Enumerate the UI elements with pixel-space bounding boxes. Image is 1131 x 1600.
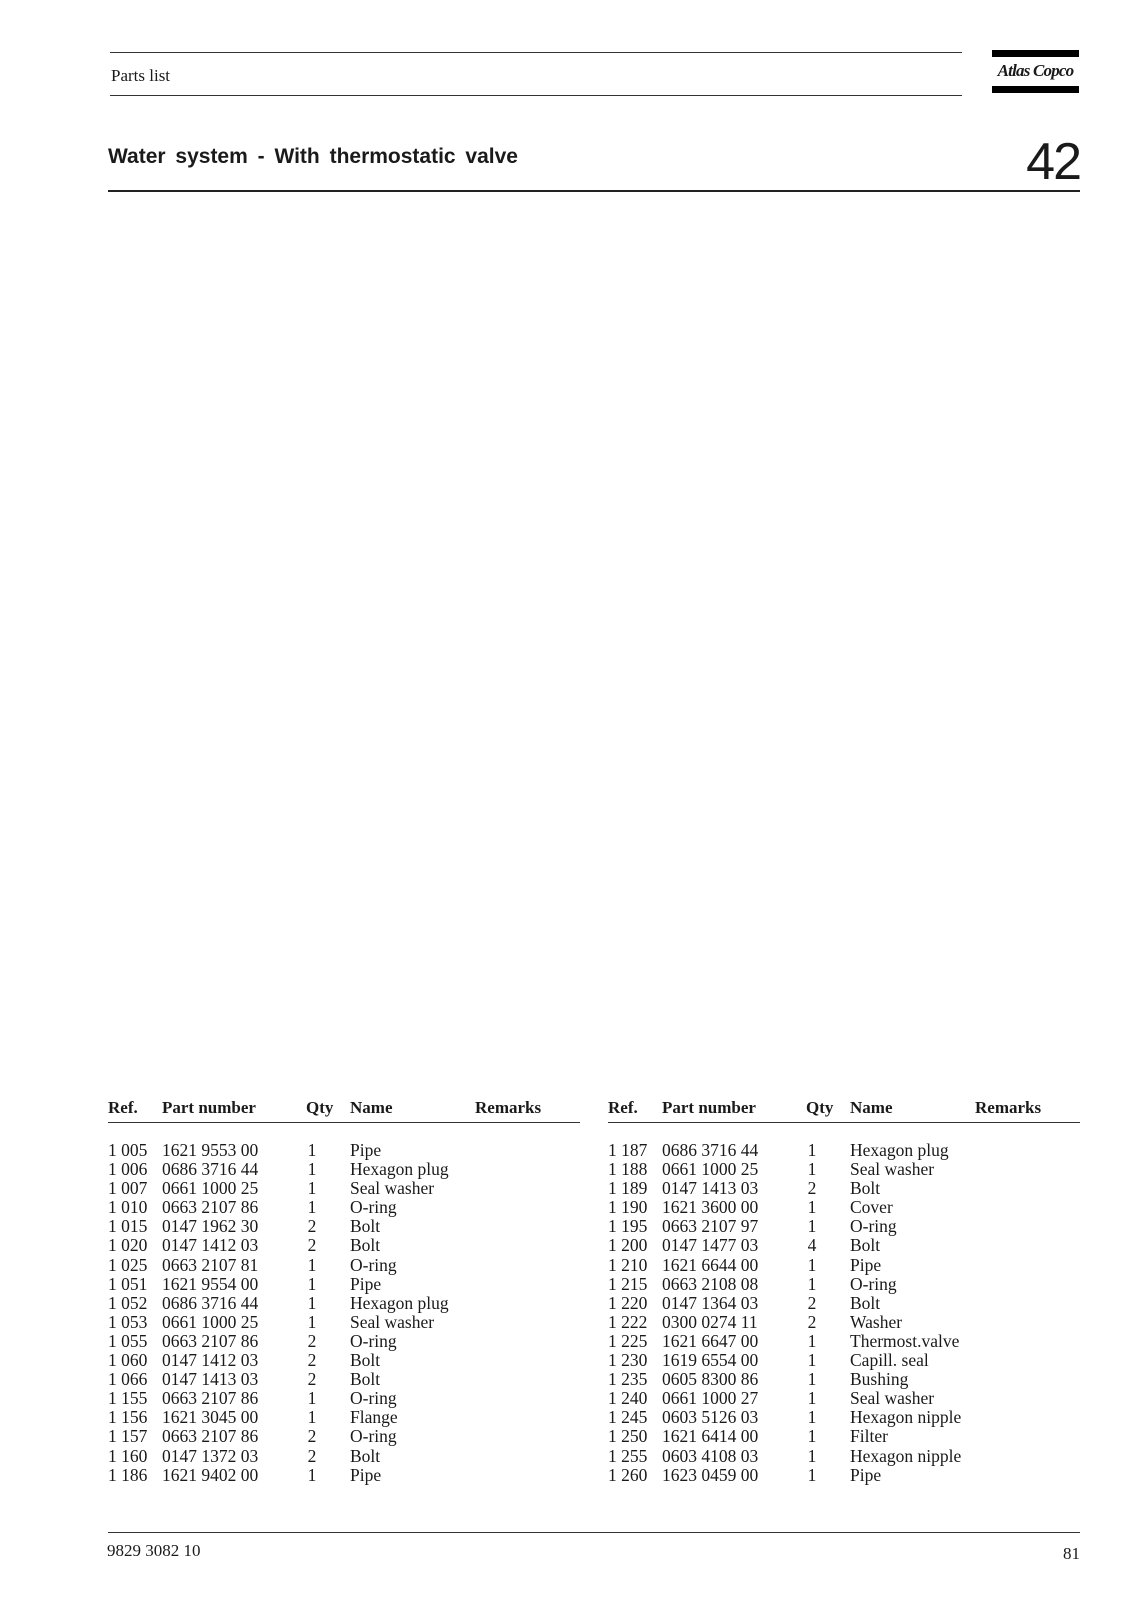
cell-part-number: 1621 3600 00 <box>662 1197 759 1218</box>
cell-part-number: 1621 9402 00 <box>162 1464 259 1485</box>
cell-qty: 1 <box>807 1407 817 1428</box>
cell-ref: 1 222 <box>608 1311 648 1332</box>
cell-qty: 2 <box>307 1235 317 1256</box>
cell-part-number: 0663 2107 86 <box>162 1330 259 1351</box>
cell-qty: 1 <box>307 1407 317 1428</box>
table-row <box>108 1389 580 1408</box>
cell-qty: 1 <box>307 1292 317 1313</box>
cell-qty: 2 <box>307 1330 317 1351</box>
table-row <box>108 1217 580 1236</box>
table-body <box>108 1141 580 1485</box>
col-ref-header: Ref. <box>608 1098 638 1117</box>
cell-name: Pipe <box>350 1140 382 1160</box>
cell-qty: 1 <box>807 1445 817 1466</box>
cell-ref: 1 195 <box>608 1216 648 1237</box>
cell-name: Flange <box>350 1407 398 1428</box>
cell-ref: 1 220 <box>608 1292 648 1313</box>
cell-part-number: 0686 3716 44 <box>162 1159 259 1180</box>
cell-qty: 1 <box>807 1197 817 1218</box>
title-rule <box>108 190 1080 192</box>
cell-part-number: 0147 1413 03 <box>162 1369 259 1390</box>
parts-table-right <box>608 1098 1080 1485</box>
cell-ref: 1 240 <box>608 1388 648 1409</box>
cell-name: O-ring <box>850 1216 897 1237</box>
cell-name: Bolt <box>350 1350 381 1371</box>
cell-qty: 1 <box>307 1311 317 1332</box>
cell-part-number: 0603 5126 03 <box>662 1407 759 1428</box>
table-row <box>108 1141 580 1160</box>
cell-name: Thermost.valve <box>850 1330 960 1351</box>
table-row <box>108 1294 580 1313</box>
cell-part-number: 1621 9553 00 <box>162 1140 259 1160</box>
cell-name: Bolt <box>350 1445 381 1466</box>
table-row <box>108 1236 580 1255</box>
cell-name: Bolt <box>850 1178 881 1199</box>
table-row <box>108 1275 580 1294</box>
cell-part-number: 1621 3045 00 <box>162 1407 259 1428</box>
table-row <box>608 1179 1080 1198</box>
table-row <box>108 1408 580 1427</box>
cell-qty: 1 <box>807 1140 817 1160</box>
table-row <box>608 1160 1080 1179</box>
cell-qty: 1 <box>807 1254 817 1275</box>
cell-part-number: 0147 1372 03 <box>162 1445 259 1466</box>
table-row <box>608 1275 1080 1294</box>
col-part-number-header: Part number <box>662 1098 756 1117</box>
table-row <box>108 1351 580 1370</box>
cell-qty: 1 <box>307 1178 317 1199</box>
parts-table-left <box>108 1098 580 1485</box>
cell-ref: 1 187 <box>608 1140 648 1160</box>
table-row <box>108 1198 580 1217</box>
table-row <box>608 1313 1080 1332</box>
cell-name: Washer <box>850 1311 903 1332</box>
table-header <box>608 1098 1080 1123</box>
cell-part-number: 1619 6554 00 <box>662 1350 759 1371</box>
cell-part-number: 0686 3716 44 <box>662 1140 759 1160</box>
table-row <box>608 1332 1080 1351</box>
cell-qty: 1 <box>807 1369 817 1390</box>
col-qty-header: Qty <box>306 1098 334 1117</box>
cell-part-number: 0603 4108 03 <box>662 1445 759 1466</box>
cell-name: Hexagon plug <box>350 1159 449 1180</box>
footer-rule <box>108 1532 1080 1533</box>
cell-name: Seal washer <box>850 1159 935 1180</box>
cell-qty: 2 <box>807 1178 817 1199</box>
logo-bar-top <box>992 50 1079 57</box>
col-part-number-header: Part number <box>162 1098 256 1117</box>
cell-ref: 1 157 <box>108 1426 148 1447</box>
col-ref-header: Ref. <box>108 1098 138 1117</box>
cell-part-number: 1621 6647 00 <box>662 1330 759 1351</box>
table-row <box>108 1427 580 1446</box>
header-top-rule <box>110 52 962 53</box>
cell-ref: 1 225 <box>608 1330 648 1351</box>
cell-name: Pipe <box>850 1464 882 1485</box>
page-number: 81 <box>1063 1544 1080 1563</box>
cell-ref: 1 055 <box>108 1330 148 1351</box>
table-row <box>608 1217 1080 1236</box>
cell-ref: 1 210 <box>608 1254 648 1275</box>
table-row <box>108 1370 580 1389</box>
table-row <box>608 1236 1080 1255</box>
cell-ref: 1 006 <box>108 1159 148 1180</box>
cell-qty: 2 <box>807 1311 817 1332</box>
cell-qty: 1 <box>807 1388 817 1409</box>
brand-logo <box>992 50 1079 94</box>
cell-name: O-ring <box>350 1330 397 1351</box>
cell-ref: 1 010 <box>108 1197 148 1218</box>
table-row <box>108 1179 580 1198</box>
cell-qty: 1 <box>307 1464 317 1485</box>
cell-qty: 1 <box>307 1140 317 1160</box>
cell-name: Bolt <box>350 1369 381 1390</box>
cell-part-number: 0663 2107 81 <box>162 1254 259 1275</box>
cell-ref: 1 215 <box>608 1273 648 1294</box>
table-row <box>608 1389 1080 1408</box>
cell-ref: 1 155 <box>108 1388 148 1409</box>
cell-name: Cover <box>850 1197 893 1218</box>
cell-part-number: 0605 8300 86 <box>662 1369 759 1390</box>
cell-name: Pipe <box>850 1254 882 1275</box>
table-row <box>608 1198 1080 1217</box>
cell-qty: 1 <box>807 1216 817 1237</box>
cell-part-number: 0661 1000 27 <box>662 1388 759 1409</box>
cell-qty: 1 <box>807 1330 817 1351</box>
cell-part-number: 0663 2107 86 <box>162 1197 259 1218</box>
cell-name: Pipe <box>350 1464 382 1485</box>
cell-ref: 1 189 <box>608 1178 648 1199</box>
table-row <box>608 1141 1080 1160</box>
cell-ref: 1 025 <box>108 1254 148 1275</box>
cell-ref: 1 188 <box>608 1159 648 1180</box>
cell-part-number: 0661 1000 25 <box>162 1311 259 1332</box>
header-bottom-rule <box>110 95 962 96</box>
cell-name: Hexagon nipple <box>850 1445 962 1466</box>
section-label: Parts list <box>111 66 171 85</box>
cell-qty: 2 <box>307 1445 317 1466</box>
table-row <box>108 1256 580 1275</box>
cell-qty: 1 <box>307 1197 317 1218</box>
cell-part-number: 1623 0459 00 <box>662 1464 759 1485</box>
cell-name: Hexagon nipple <box>850 1407 962 1428</box>
cell-qty: 1 <box>807 1350 817 1371</box>
cell-qty: 2 <box>307 1216 317 1237</box>
cell-ref: 1 020 <box>108 1235 148 1256</box>
document-number: 9829 3082 10 <box>107 1541 201 1560</box>
page-title: Water system - With thermostatic valve <box>108 145 518 168</box>
cell-ref: 1 235 <box>608 1369 648 1390</box>
cell-ref: 1 260 <box>608 1464 648 1485</box>
cell-part-number: 1621 6414 00 <box>662 1426 759 1447</box>
table-header <box>108 1098 580 1123</box>
cell-name: Seal washer <box>850 1388 935 1409</box>
cell-part-number: 0147 1413 03 <box>662 1178 759 1199</box>
cell-ref: 1 230 <box>608 1350 648 1371</box>
table-row <box>108 1466 580 1485</box>
cell-qty: 1 <box>807 1159 817 1180</box>
cell-qty: 2 <box>307 1426 317 1447</box>
cell-qty: 4 <box>807 1235 817 1256</box>
cell-part-number: 1621 9554 00 <box>162 1273 259 1294</box>
table-row <box>608 1351 1080 1370</box>
cell-ref: 1 255 <box>608 1445 648 1466</box>
cell-qty: 2 <box>807 1292 817 1313</box>
logo-bar-bottom <box>992 86 1079 93</box>
cell-name: Bolt <box>850 1235 881 1256</box>
cell-name: O-ring <box>350 1388 397 1409</box>
cell-qty: 1 <box>807 1464 817 1485</box>
chapter-number: 42 <box>1026 133 1080 191</box>
cell-part-number: 0661 1000 25 <box>662 1159 759 1180</box>
cell-qty: 1 <box>807 1273 817 1294</box>
cell-qty: 1 <box>807 1426 817 1447</box>
col-name-header: Name <box>850 1098 893 1117</box>
table-row <box>608 1447 1080 1466</box>
table-row <box>608 1427 1080 1446</box>
cell-name: Hexagon plug <box>350 1292 449 1313</box>
cell-qty: 1 <box>307 1273 317 1294</box>
cell-ref: 1 051 <box>108 1273 148 1294</box>
table-row <box>608 1408 1080 1427</box>
logo-wordmark: Atlas Copco <box>997 61 1074 80</box>
cell-name: Bolt <box>850 1292 881 1313</box>
cell-name: Bushing <box>850 1369 909 1390</box>
cell-ref: 1 190 <box>608 1197 648 1218</box>
cell-part-number: 0663 2107 86 <box>162 1426 259 1447</box>
cell-part-number: 0663 2107 86 <box>162 1388 259 1409</box>
col-remarks-header: Remarks <box>975 1098 1042 1117</box>
table-row <box>608 1370 1080 1389</box>
cell-qty: 2 <box>307 1369 317 1390</box>
col-remarks-header: Remarks <box>475 1098 542 1117</box>
cell-name: O-ring <box>350 1426 397 1447</box>
cell-part-number: 0147 1364 03 <box>662 1292 759 1313</box>
cell-part-number: 0663 2107 97 <box>662 1216 759 1237</box>
cell-name: O-ring <box>850 1273 897 1294</box>
cell-name: Seal washer <box>350 1178 435 1199</box>
cell-ref: 1 245 <box>608 1407 648 1428</box>
cell-name: O-ring <box>350 1197 397 1218</box>
cell-name: Pipe <box>350 1273 382 1294</box>
cell-qty: 1 <box>307 1254 317 1275</box>
cell-name: Seal washer <box>350 1311 435 1332</box>
col-qty-header: Qty <box>806 1098 834 1117</box>
table-row <box>608 1294 1080 1313</box>
cell-part-number: 0147 1412 03 <box>162 1350 259 1371</box>
cell-part-number: 0147 1412 03 <box>162 1235 259 1256</box>
cell-name: Filter <box>850 1426 888 1447</box>
cell-name: O-ring <box>350 1254 397 1275</box>
cell-qty: 2 <box>307 1350 317 1371</box>
cell-ref: 1 250 <box>608 1426 648 1447</box>
cell-qty: 1 <box>307 1159 317 1180</box>
cell-name: Hexagon plug <box>850 1140 949 1160</box>
cell-ref: 1 156 <box>108 1407 148 1428</box>
cell-part-number: 0147 1477 03 <box>662 1235 759 1256</box>
cell-name: Capill. seal <box>850 1350 929 1371</box>
cell-name: Bolt <box>350 1216 381 1237</box>
cell-part-number: 1621 6644 00 <box>662 1254 759 1275</box>
table-row <box>608 1466 1080 1485</box>
cell-ref: 1 160 <box>108 1445 148 1466</box>
cell-part-number: 0147 1962 30 <box>162 1216 259 1237</box>
cell-ref: 1 200 <box>608 1235 648 1256</box>
table-row <box>108 1447 580 1466</box>
table-row <box>108 1160 580 1179</box>
cell-ref: 1 186 <box>108 1464 148 1485</box>
cell-part-number: 0661 1000 25 <box>162 1178 259 1199</box>
cell-ref: 1 007 <box>108 1178 148 1199</box>
table-row <box>608 1256 1080 1275</box>
cell-ref: 1 005 <box>108 1140 148 1160</box>
table-body <box>608 1141 1080 1485</box>
cell-ref: 1 052 <box>108 1292 148 1313</box>
col-name-header: Name <box>350 1098 393 1117</box>
cell-ref: 1 066 <box>108 1369 148 1390</box>
cell-part-number: 0686 3716 44 <box>162 1292 259 1313</box>
cell-ref: 1 015 <box>108 1216 148 1237</box>
cell-part-number: 0663 2108 08 <box>662 1273 759 1294</box>
table-row <box>108 1332 580 1351</box>
table-row <box>108 1313 580 1332</box>
cell-ref: 1 053 <box>108 1311 148 1332</box>
cell-part-number: 0300 0274 11 <box>662 1311 758 1332</box>
cell-name: Bolt <box>350 1235 381 1256</box>
cell-ref: 1 060 <box>108 1350 148 1371</box>
cell-qty: 1 <box>307 1388 317 1409</box>
